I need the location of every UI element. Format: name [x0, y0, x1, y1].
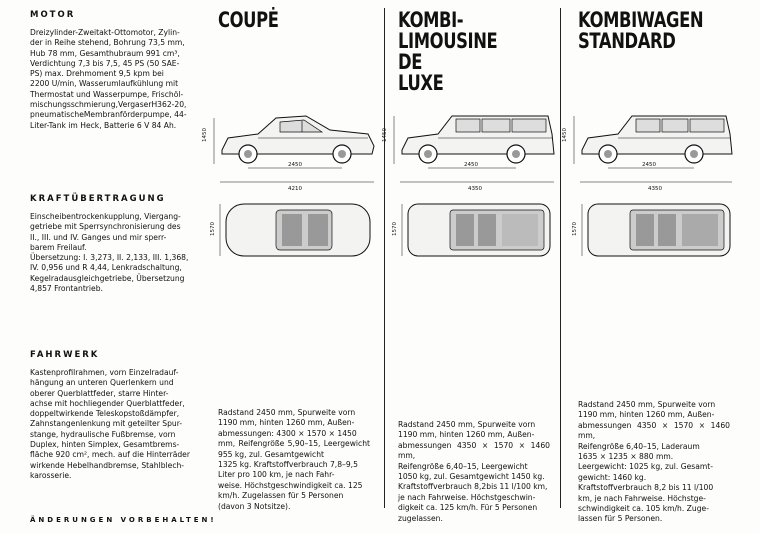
spec-line: digkeit ca. 125 km/h. Für 5 Personen	[398, 503, 538, 513]
dim-track: 1570	[572, 222, 578, 236]
text-line: oberer Querblattfeder, starre Hinter-	[30, 388, 169, 398]
spec-line: 1050 kg, zul. Gesamtgewicht 1450 kg.	[398, 472, 545, 482]
model-title-coupe	[218, 10, 278, 31]
coupe-side-view-drawing	[202, 108, 378, 192]
text-line: IV. 0,956 und R 4,44, Lenkradschaltung,	[30, 263, 182, 273]
spec-line: Reifengröße 6,40–15, Leergewicht	[398, 461, 528, 471]
text-line: Duplex, hinten Simplex, Gesamtbrems-	[30, 440, 180, 450]
section-body-kraftuebertragung	[30, 212, 200, 294]
text-line: Kastenprofilrahmen, vorn Einzelradauf-	[30, 368, 179, 377]
text-line: Hub 78 mm, Gesamthubraum 991 cm³,	[30, 48, 180, 58]
spec-line: 1325 kg. Kraftstoffverbrauch 7,8–9,5	[218, 460, 358, 470]
dim-wheelbase: 2450	[642, 162, 656, 168]
kombiwagen-side-view-drawing	[562, 108, 738, 192]
title-line: COUPĖ	[218, 8, 279, 32]
spec-line: abmessungen 4350 × 1570 × 1460 mm,	[578, 420, 730, 441]
spec-line: km, je nach Fahrweise. Höchstge-	[578, 493, 706, 503]
spec-line: 1190 mm, hinten 1260 mm, Außen-	[578, 410, 715, 420]
dim-height: 1450	[202, 128, 208, 142]
text-line: karosserie.	[30, 470, 72, 480]
text-line: 2200 U/min, Wasserumlaufkühlung mit	[30, 79, 179, 89]
title-line: LUXE	[398, 71, 444, 95]
title-line: DE	[398, 50, 423, 74]
model-title-kombiwagen-standard	[578, 10, 703, 52]
spec-line: 1190 mm, hinten 1260 mm, Außen-	[218, 418, 355, 428]
spec-line: Kraftstoffverbrauch 8,2bis 11 l/100 km,	[398, 482, 548, 492]
text-line: fläche 920 cm², mech. auf die Hinterräder	[30, 450, 190, 460]
text-line: Liter-Tank im Heck, Batterie 6 V 84 Ah.	[30, 120, 177, 130]
spec-line: 1635 × 1235 × 880 mm.	[578, 452, 674, 462]
spec-line: Kraftstoffverbrauch 8,2 bis 11 l/100	[578, 483, 714, 493]
spec-line: mm, Reifengröße 5,90–15, Leergewicht 955 kg, zul. Gesamtgewicht	[218, 439, 370, 459]
dim-wheelbase: 2450	[464, 162, 478, 168]
spec-line: (davon 3 Notsitze).	[218, 501, 291, 511]
column-divider	[560, 8, 561, 508]
dim-height: 1450	[562, 128, 568, 142]
kombiwagen-top-view-drawing	[572, 200, 734, 260]
section-title-kraftuebertragung: KRAFTÜBERTRAGUNG	[30, 194, 166, 204]
spec-line: Liter pro 100 km, je nach Fahr-	[218, 470, 335, 480]
section-title-motor: MOTOR	[30, 10, 76, 20]
spec-line: gewicht: 1460 kg.	[578, 472, 647, 482]
dim-track: 1570	[210, 222, 216, 236]
footer-note: ÄNDERUNGEN VORBEHALTEN!	[30, 516, 217, 524]
dim-length: 4350	[468, 186, 482, 192]
spec-line: 1190 mm, hinten 1260 mm, Außen-	[398, 430, 535, 440]
title-line: KOMBIWAGEN	[578, 8, 704, 32]
spec-line: Reifengröße 6,40–15, Laderaum	[578, 441, 700, 451]
title-line: LIMOUSINE	[398, 29, 498, 53]
spec-line: weise. Höchstgeschwindigkeit ca. 125	[218, 480, 363, 490]
kombiwagen-specs	[578, 400, 730, 525]
section-title-fahrwerk: FAHRWERK	[30, 350, 100, 360]
text-line: Einscheibentrockenkupplung, Viergang-	[30, 212, 181, 221]
model-title-kombi-limousine	[398, 10, 497, 94]
spec-line: schwindigkeit ca. 105 km/h. Zuge-	[578, 504, 709, 514]
text-line: achse mit hochliegender Querblattfeder,	[30, 398, 185, 408]
dim-length: 4350	[648, 186, 662, 192]
title-line: STANDARD	[578, 29, 676, 53]
text-line: wirkende Hebelhandbremse, Stahlblech-	[30, 460, 185, 470]
title-line: KOMBI-	[398, 8, 464, 32]
text-line: Kegelradausgleichgetriebe, Übersetzung	[30, 273, 185, 283]
spec-line: km/h. Zugelassen für 5 Personen	[218, 491, 344, 501]
section-body-motor	[30, 28, 200, 131]
spec-line: Leergewicht: 1025 kg, zul. Gesamt-	[578, 462, 713, 472]
text-line: barem Freilauf.	[30, 242, 87, 252]
spec-line: je nach Fahrweise. Höchstgeschwin-	[398, 492, 536, 502]
text-line: doppeltwirkende Teleskopstoßdämpfer,	[30, 409, 180, 419]
text-line: mischungsschmierung,VergaserH362-20,	[30, 100, 187, 110]
dim-track: 1570	[392, 222, 398, 236]
dim-height: 1450	[382, 128, 388, 142]
spec-line: abmessungen: 4300 × 1570 × 1450	[218, 428, 357, 438]
text-line: Dreizylinder-Zweitakt-Ottomotor, Zylin-	[30, 28, 180, 37]
spec-line: abmessungen 4350 × 1570 × 1460 mm,	[398, 440, 550, 461]
text-line: PS) max. Drehmoment 9,5 kpm bei	[30, 69, 164, 79]
dim-length: 4210	[288, 186, 302, 192]
kombi-specs	[398, 420, 550, 524]
text-line: der in Reihe stehend, Bohrung 73,5 mm,	[30, 38, 185, 48]
coupe-specs	[218, 408, 370, 512]
text-line: II., III. und IV. Ganges und mir sperr-	[30, 232, 167, 242]
spec-line: lassen für 5 Personen.	[578, 514, 663, 524]
kombi-top-view-drawing	[392, 200, 554, 260]
text-line: Übersetzung: I. 3,273, II. 2,133, III. 1,368,	[30, 253, 189, 263]
text-line: Thermostat und Wasserpumpe, Frischöl-	[30, 89, 184, 99]
spec-line: Radstand 2450 mm, Spurweite vorn	[218, 408, 356, 417]
spec-line: zugelassen.	[398, 513, 443, 523]
text-line: hängung an unteren Querlenkern und	[30, 378, 174, 388]
dim-wheelbase: 2450	[288, 162, 302, 168]
coupe-top-view-drawing	[210, 200, 376, 260]
spec-line: Radstand 2450 mm, Spurweite vorn	[398, 420, 536, 429]
kombi-side-view-drawing	[382, 108, 558, 192]
text-line: Zahnstangenlenkung mit geteilter Spur-	[30, 419, 183, 429]
spec-line: Radstand 2450 mm, Spurweite vorn	[578, 400, 716, 409]
text-line: stange, hydraulische Fußbremse, vorn	[30, 429, 176, 439]
text-line: Verdichtung 7,3 bis 7,5, 45 PS (50 SAE-	[30, 58, 180, 68]
section-body-fahrwerk	[30, 368, 200, 481]
text-line: getriebe mit Sperrsynchronisierung des	[30, 222, 181, 232]
text-line: 4,857 Frontantrieb.	[30, 284, 103, 294]
column-divider	[384, 8, 385, 508]
text-line: pneumatischeMembranförderpumpe, 44-	[30, 110, 187, 120]
